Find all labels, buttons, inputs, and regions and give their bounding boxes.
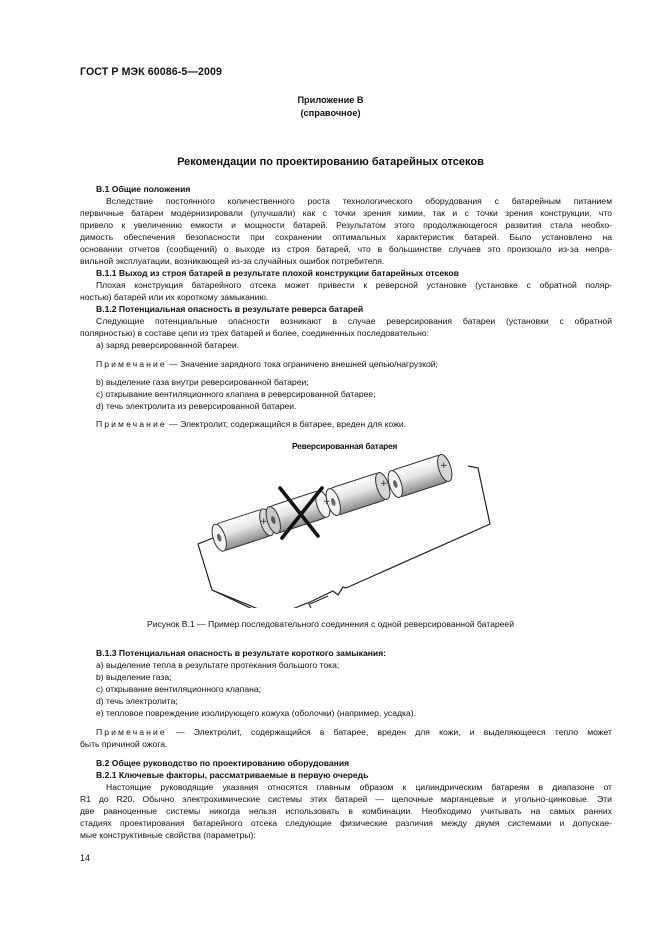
paragraph-line: Следующие потенциальные опасности возникают в случае реверсирования батареи (установки с обратной <box>96 316 612 326</box>
paragraph-line: полярностью) в составе цепи из трех батарей и более, соединенных последовательно: <box>80 328 429 338</box>
paragraph-line: привело к увеличению емкости и мощности батарей. Результатом этого продолжающегося развития стала необхо- <box>80 220 612 230</box>
note-label: Примечание <box>96 419 167 429</box>
circuit-wire <box>212 590 276 608</box>
list-item: c) открывание вентиляционного клапана; <box>96 684 262 694</box>
paragraph-line: Плохая конструкция батарейного отсека может привести к реверсной установке (установке с обратной поляр- <box>96 280 612 290</box>
note-label: Примечание <box>96 359 167 369</box>
list-item: а) выделение тепла в результате протекания большого тока; <box>96 660 340 670</box>
annex-label: Приложение В <box>297 95 364 105</box>
paragraph-line: Настоящие руководящие указания относятся главным образом к цилиндрическим батареям в диапазоне от <box>106 782 612 792</box>
note-label: Примечание <box>96 727 167 737</box>
resistor <box>279 602 313 608</box>
section-b12-heading: В.1.2 Потенциальная опасность в результате реверса батарей <box>96 304 364 314</box>
svg-text:+: + <box>260 517 268 527</box>
paragraph-line: димость обеспечения безопасности при сохранении оптимальных характеристик батарей. Было установлено на <box>80 232 612 242</box>
svg-text:+: + <box>323 497 331 507</box>
note-3 <box>80 727 612 738</box>
paragraph-line: ностью) батарей или их короткому замыканию. <box>80 292 269 302</box>
figure-battery-circuit <box>188 438 498 608</box>
section-b11-heading: В.1.1 Выход из строя батарей в результате плохой конструкции батарейных отсеков <box>96 268 459 278</box>
paragraph-line: две равноценные системы никогда нельзя использовать в комбинации. Необходимо учитывать на самых ранних <box>80 806 612 816</box>
battery-cell-3 <box>323 471 393 517</box>
list-item: е) тепловое повреждение изолирующего кожуха (оболочки) (например, усадка). <box>96 708 416 718</box>
list-item: c) открывание вентиляционного клапана в реверсированной батарее; <box>96 389 376 399</box>
note-3-continued: быть причиной ожога. <box>80 739 168 749</box>
list-item: d) течь электролита из реверсированной батареи. <box>96 401 297 411</box>
figure-caption: Рисунок В.1 — Пример последовательного соединения с одной реверсированной батареей <box>146 619 515 629</box>
battery-cell-4 <box>385 453 455 499</box>
note-2 <box>80 419 612 430</box>
paragraph-line: Вследствие постоянного количественного роста технологического оборудования с батарейным питанием <box>106 196 612 206</box>
paragraph-line: мые конструктивные свойства (параметры): <box>80 830 256 840</box>
document-title: Рекомендации по проектированию батарейных отсеков <box>177 156 484 168</box>
paragraph-line: основании отчетов (сообщений) о выходе из строя батарей, что в большинстве случаев это произошло из-за непра- <box>80 244 612 254</box>
section-b2-heading: В.2 Общее руководство по проектированию оборудования <box>96 758 350 768</box>
figure-inner-label: Реверсированная батарея <box>292 441 398 451</box>
list-item: d) течь электролита; <box>96 696 178 706</box>
circuit-wire <box>198 536 280 608</box>
list-item: а) заряд реверсированной батареи. <box>96 340 240 350</box>
note-text: — Электролит, содержащийся в батарее, вреден для кожи. <box>166 419 407 429</box>
section-b21-heading: В.2.1 Ключевые факторы, рассматриваемые в первую очередь <box>96 770 369 780</box>
paragraph-line: R1 до R20. Обычно электрохимические системы этих батарей — щелочные марганцевые и угольно-цинковые. Эти <box>80 794 612 804</box>
paragraph-line: первичные батареи модернизировали (улучшали) как с точки зрения химии, так и с точки зрения конструкции, что <box>80 208 612 218</box>
section-b13-heading: В.1.3 Потенциальная опасность в результате короткого замыкания: <box>96 648 387 658</box>
note-text: — Электролит, содержащийся в батарее, вреден для кожи, и выделяющееся тепло может <box>166 727 612 737</box>
list-item: b) выделение газа внутри реверсированной батареи; <box>96 377 309 387</box>
standard-header: ГОСТ Р МЭК 60086-5—2009 <box>80 66 223 78</box>
note-text: — Значение зарядного тока ограничено внешней цепью/нагрузкой; <box>166 359 438 369</box>
paragraph-line: вильной эксплуатации, возникающей из-за случайных ошибок потребителя. <box>80 256 385 266</box>
section-b1-heading: В.1 Общие положения <box>96 184 191 194</box>
note-1 <box>80 359 612 370</box>
annex-type: (справочное) <box>300 108 361 118</box>
circuit-wire <box>308 587 346 603</box>
svg-text:+: + <box>380 479 388 489</box>
list-item: b) выделение газа; <box>96 672 172 682</box>
page-number: 14 <box>80 853 91 863</box>
paragraph-line: стадиях проектирования батарейного отсека следующие физические различия между двумя системами и допускае- <box>80 818 612 828</box>
svg-text:+: + <box>440 461 448 471</box>
